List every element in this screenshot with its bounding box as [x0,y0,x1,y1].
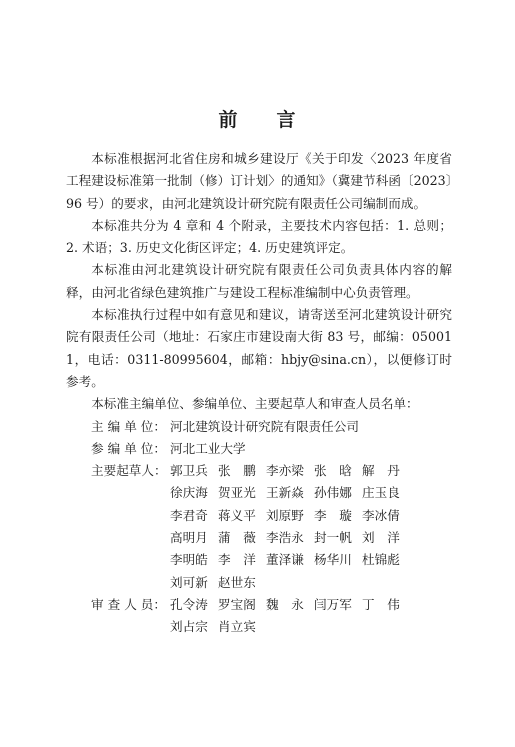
person-name: 刘可新 [170,574,208,590]
person-name: 封一帆 [314,530,352,546]
person-name: 孙伟娜 [314,485,352,501]
person-name: 李亦梁 [266,463,304,479]
drafters-row [66,460,452,594]
person-name: 蒋义平 [218,507,256,523]
person-name: 张 鹏 [218,463,256,479]
person-name: 罗宝阁 [218,596,256,612]
person-name: 贺亚光 [218,485,256,501]
person-name: 肖立宾 [218,619,256,635]
person-name: 李明皓 [170,552,208,568]
person-name: 李 洋 [218,552,256,568]
person-name: 杜锦彪 [362,552,400,568]
chief-unit-row [66,416,452,438]
paragraph-contents: 本标准共分为 4 章和 4 个附录，主要技术内容包括：1. 总则；2. 术语；3. 历史文化街区评定；4. 历史建筑评定。 [66,217,452,256]
person-name: 赵世东 [218,574,256,590]
participating-unit-row [66,438,452,460]
preface-body [66,148,452,639]
person-name: 闫万军 [314,596,352,612]
participating-unit-value: 河北工业大学 [170,440,246,456]
paragraph-feedback: 本标准执行过程中如有意见和建议，请寄送至河北建筑设计研究院有限责任公司（地址：石家庄市建设南大街 83 号，邮编：050011，电话：0311-80995604，邮箱：hbjy@sina.cn），以便修订时参考。 [66,307,452,389]
paragraph-basis: 本标准根据河北省住房和城乡建设厅《关于印发〈2023 年度省工程建设标准第一批制（修）订计划〉的通知》（冀建节科函〔2023〕96 号）的要求，由河北建筑设计研究院有限责任公司编制而成。 [66,151,452,211]
reviewers-row [66,594,452,639]
person-name: 杨华川 [314,552,352,568]
person-name: 张 晗 [314,463,352,479]
person-name: 刘 洋 [362,530,400,546]
drafters-label: 主要起草人： [91,463,167,479]
reviewers-names [170,594,409,639]
person-name: 蒲 薇 [218,530,256,546]
person-name: 董泽谦 [266,552,304,568]
person-name: 李浩永 [266,530,304,546]
person-name: 刘占宗 [170,619,208,635]
person-name: 李君奇 [170,507,208,523]
person-name: 李冰倩 [362,507,400,523]
title-char-1: 前 [218,109,239,131]
person-name: 王新焱 [266,485,304,501]
person-name: 李 璇 [314,507,352,523]
page-title [0,105,515,132]
participating-unit-label: 参 编 单 位： [91,440,166,456]
person-name: 徐庆海 [170,485,208,501]
person-name: 庄玉良 [362,485,400,501]
person-name: 高明月 [170,530,208,546]
chief-unit-value: 河北建筑设计研究院有限责任公司 [170,418,359,434]
drafters-names [170,460,409,594]
contributors-list [66,416,452,639]
paragraph-interpretation: 本标准由河北建筑设计研究院有限责任公司负责具体内容的解释，由河北省绿色建筑推广与建设工程标准编制中心负责管理。 [66,262,452,300]
person-name: 魏 永 [266,596,304,612]
person-name: 孔令涛 [170,596,208,612]
title-char-2: 言 [276,109,297,131]
person-name: 解 丹 [362,463,400,479]
paragraph-list-intro: 本标准主编单位、参编单位、主要起草人和审查人员名单： [91,396,419,412]
person-name: 刘原野 [266,507,304,523]
chief-unit-label: 主 编 单 位： [91,418,166,434]
reviewers-label: 审 查 人 员： [91,596,166,612]
person-name: 郭卫兵 [170,463,208,479]
person-name: 丁 伟 [362,596,400,612]
